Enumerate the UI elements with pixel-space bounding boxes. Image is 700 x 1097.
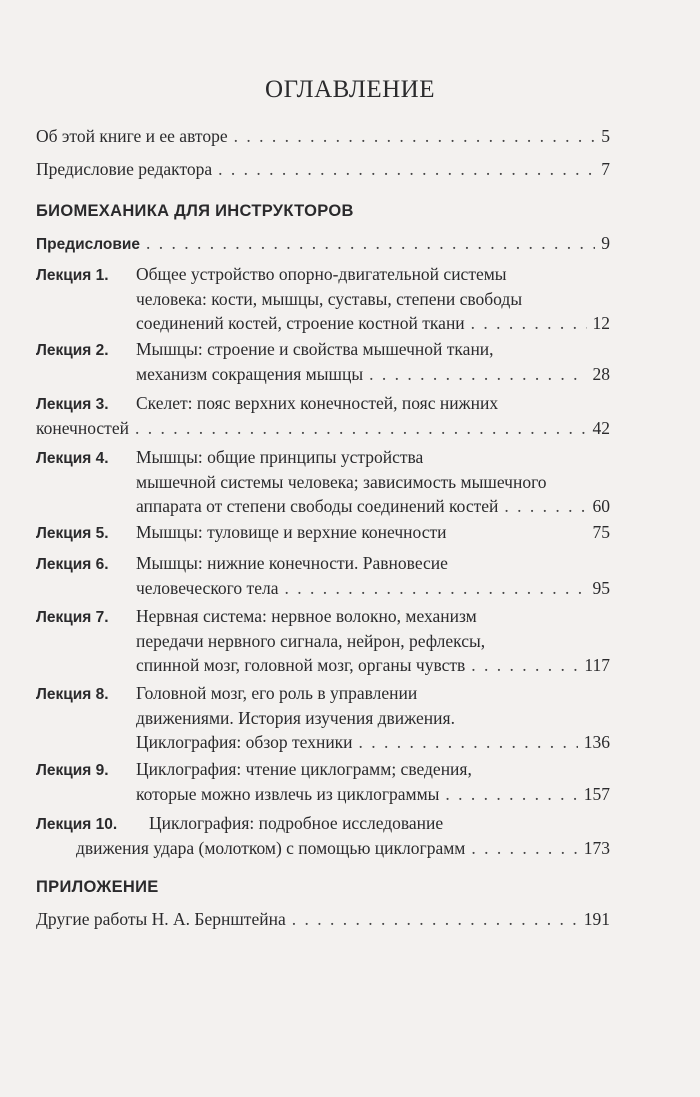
entry-text: человека: кости, мышцы, суставы, степени свободы — [136, 288, 523, 309]
page-number: 136 — [583, 732, 610, 752]
page-number: 157 — [583, 783, 610, 804]
toc-entry-lecture-6[interactable] — [36, 551, 610, 600]
toc-entry-editor-preface[interactable] — [36, 157, 610, 182]
entry-text: Циклография: обзор техники — [136, 732, 353, 752]
leader-dots — [359, 730, 578, 755]
toc-entry-lecture-8[interactable] — [36, 681, 610, 755]
toc-entry-lecture-2[interactable] — [36, 337, 610, 386]
section-heading-appendix: ПРИЛОЖЕНИЕ — [36, 878, 159, 896]
section-heading-biomechanics: БИОМЕХАНИКА ДЛЯ ИНСТРУКТОРОВ — [36, 202, 354, 220]
leader-dots — [218, 157, 595, 182]
leader-dots — [146, 231, 595, 256]
entry-text: которые можно извлечь из циклограммы — [136, 783, 440, 804]
entry-text: Мышцы: нижние конечности. Равновесие — [136, 553, 448, 573]
lecture-label: Лекция 2. — [36, 342, 109, 359]
entry-text: Циклография: подробное исследование — [149, 813, 444, 833]
page-number: 12 — [592, 313, 610, 333]
entry-text: Об этой книге и ее авторе — [36, 126, 228, 146]
toc-entry-lecture-5[interactable] — [36, 520, 610, 545]
toc-entry-lecture-10[interactable] — [36, 811, 610, 860]
page-number: 7 — [601, 159, 610, 179]
toc-entry-preface[interactable] — [36, 231, 610, 256]
toc-entry-other-works[interactable] — [36, 907, 610, 932]
entry-text: движения удара (молотком) с помощью циклограмм — [76, 837, 466, 858]
entry-label: Предисловие — [36, 236, 141, 253]
entry-text: Предисловие редактора — [36, 159, 213, 179]
leader-dots — [471, 653, 578, 678]
entry-text: Мышцы: строение и свойства мышечной ткани, — [136, 339, 494, 359]
leader-dots — [471, 311, 587, 336]
entry-text: Скелет: пояс верхних конечностей, пояс нижних — [136, 393, 499, 413]
entry-text: Мышцы: туловище и верхние конечности — [136, 522, 447, 542]
leader-dots — [135, 416, 587, 441]
toc-entry-about-book[interactable] — [36, 124, 610, 149]
page-number: 9 — [601, 233, 610, 253]
entry-text: аппарата от степени свободы соединений костей — [136, 496, 499, 516]
page-number: 95 — [592, 577, 610, 598]
lecture-label: Лекция 7. — [36, 609, 109, 626]
page-title: ОГЛАВЛЕНИЕ — [265, 76, 435, 103]
page-number: 28 — [592, 363, 610, 384]
page-number: 117 — [584, 655, 610, 675]
leader-dots — [471, 836, 577, 861]
entry-text: Общее устройство опорно-двигательной системы — [136, 264, 507, 284]
lecture-label: Лекция 9. — [36, 762, 109, 779]
page-number: 75 — [592, 522, 610, 542]
entry-text: конечностей — [36, 417, 129, 438]
leader-dots — [284, 576, 586, 601]
entry-text: человеческого тела — [136, 577, 279, 598]
entry-text: Другие работы Н. А. Бернштейна — [36, 909, 286, 929]
toc-entry-lecture-1[interactable] — [36, 262, 610, 336]
lecture-label: Лекция 10. — [36, 816, 118, 833]
leader-dots — [504, 494, 586, 519]
lecture-label: Лекция 5. — [36, 525, 109, 542]
lecture-label: Лекция 8. — [36, 686, 109, 703]
lecture-label: Лекция 3. — [36, 396, 109, 413]
entry-text: спинной мозг, головной мозг, органы чувств — [136, 655, 466, 675]
page-number: 173 — [583, 837, 610, 858]
leader-dots — [369, 362, 586, 387]
page-number: 5 — [601, 126, 610, 146]
toc-entry-lecture-9[interactable] — [36, 757, 610, 806]
leader-dots — [292, 907, 578, 932]
page-number: 42 — [592, 417, 610, 438]
toc-entry-lecture-7[interactable] — [36, 604, 610, 678]
lecture-label: Лекция 4. — [36, 450, 109, 467]
entry-text: механизм сокращения мышцы — [136, 363, 364, 384]
leader-dots — [234, 124, 596, 149]
entry-text: движениями. История изучения движения. — [136, 707, 455, 728]
entry-text: мышечной системы человека; зависимость мышечного — [136, 471, 547, 492]
entry-text: Мышцы: общие принципы устройства — [136, 447, 424, 467]
page-number: 191 — [583, 909, 610, 929]
entry-text: передачи нервного сигнала, нейрон, рефлексы, — [136, 630, 486, 651]
toc-entry-lecture-3[interactable] — [36, 391, 610, 440]
toc-entry-lecture-4[interactable] — [36, 445, 610, 519]
page-number: 60 — [592, 496, 610, 516]
entry-text: соединений костей, строение костной ткани — [136, 313, 465, 333]
entry-text: Циклография: чтение циклограмм; сведения, — [136, 759, 472, 779]
leader-dots — [445, 782, 577, 807]
entry-text: Головной мозг, его роль в управлении — [136, 683, 418, 703]
lecture-label: Лекция 1. — [36, 267, 109, 284]
entry-text: Нервная система: нервное волокно, механизм — [136, 606, 477, 626]
lecture-label: Лекция 6. — [36, 556, 109, 573]
